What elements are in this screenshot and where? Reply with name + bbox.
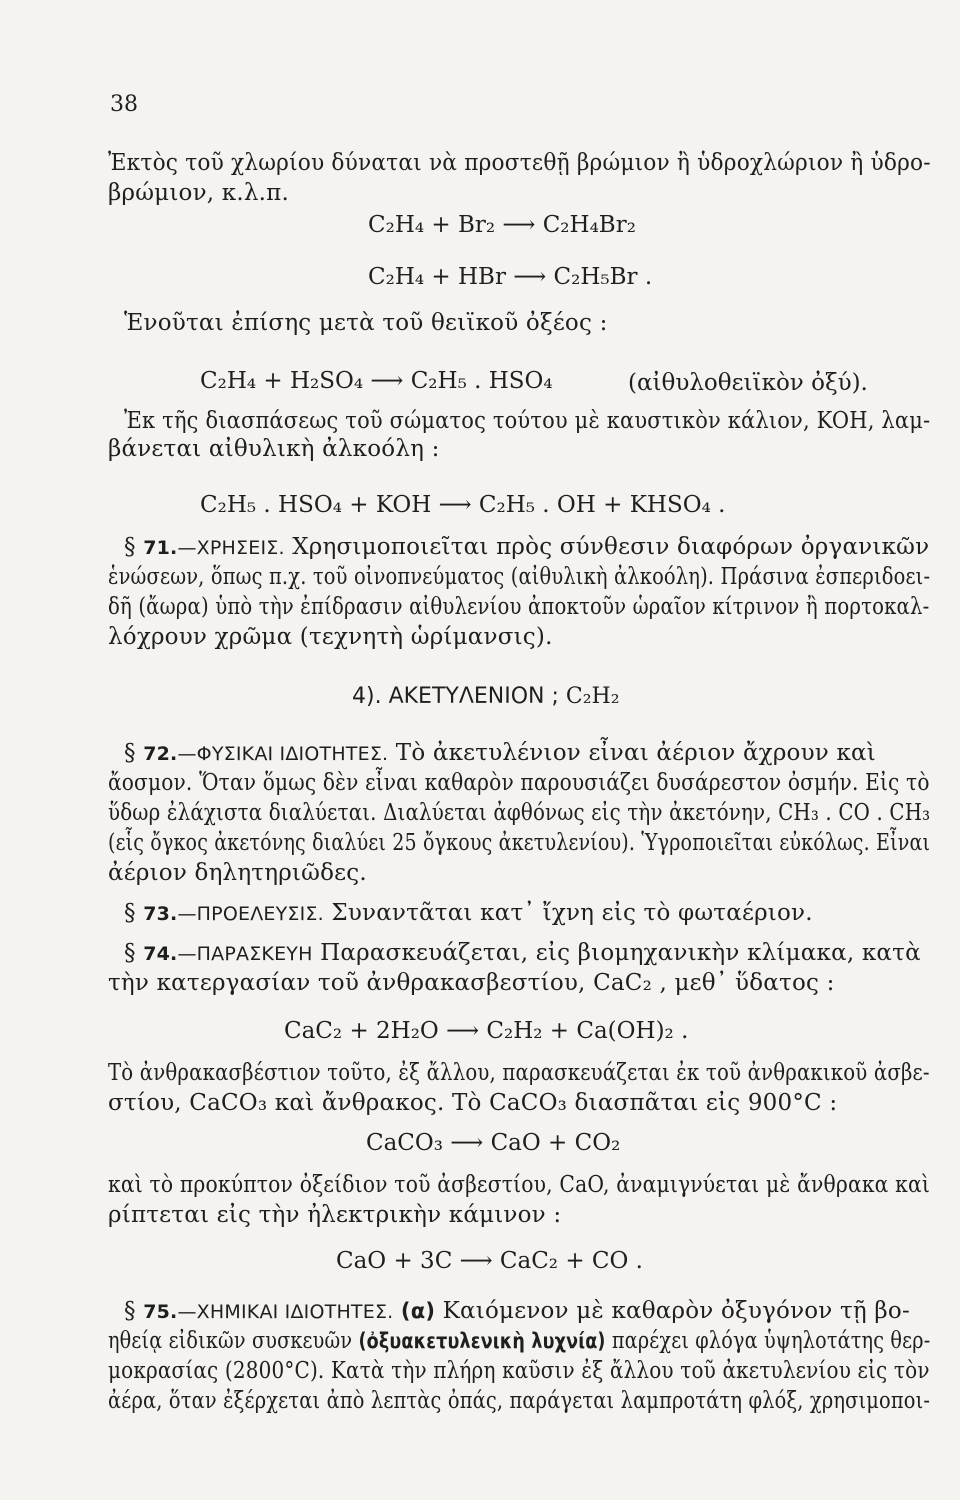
equation-calcination: CaCO₃ ⟶ CaO + CO₂ (366, 1130, 621, 1156)
decomposition-line-2: βάνεται αἰθυλικὴ ἀλκοόλη : (108, 436, 440, 462)
equation-left: C₂H₄ + Br₂ ⟶ (368, 212, 543, 238)
section-sign: § (124, 534, 136, 560)
section-75-line-2 (108, 1328, 930, 1354)
oxide-line-2: ρίπτεται εἰς τὴν ἠλεκτρικὴν κάμινον : (108, 1202, 562, 1228)
section-title: —ΠΡΟΕΛΕΥΣΙΣ. (177, 903, 324, 925)
section-sign: § (124, 900, 136, 926)
section-74-line-2: τὴν κατεργασίαν τοῦ ἀνθρακασβεστίου, CaC₂ , μεθ᾽ ὕδατος : (108, 970, 835, 996)
equation-ethanol: C₂H₅ . HSO₄ + KOH ⟶ C₂H₅ . OH + KHSO₄ . (200, 492, 726, 518)
section-72-line-1 (124, 740, 876, 766)
equation-left: C₂H₄ + HBr ⟶ (368, 264, 554, 290)
equation-ethyl-sulfuric (200, 368, 553, 394)
intro-line-2: βρώμιον, κ.λ.π. (108, 180, 289, 206)
equation-ethylene-hbr (368, 264, 652, 290)
section-sign: § (124, 1298, 136, 1324)
section-71-line-1 (124, 534, 929, 560)
equation-formula: C₂H₄ + H₂SO₄ ⟶ C₂H₅ . HSO₄ (200, 368, 553, 394)
section-text: ηθείᾳ εἰδικῶν συσκευῶν (108, 1328, 353, 1354)
section-75-line-4: ἀέρα, ὅταν ἐξέρχεται ἀπὸ λεπτὰς ὀπάς, παράγεται λαμπροτάτη φλόξ, χρησιμοποι- (108, 1388, 931, 1414)
section-71-line-4: λόχρουν χρῶμα (τεχνητὴ ὡρίμανσις). (108, 624, 553, 650)
section-text: παρέχει φλόγα ὑψηλοτάτης θερ- (611, 1328, 931, 1354)
section-title: —ΧΗΜΙΚΑΙ ΙΔΙΟΤΗΤΕΣ. (177, 1301, 394, 1323)
acetylene-heading (352, 684, 620, 709)
section-75-line-3: μοκρασίας (2800°C). Κατὰ τὴν πλήρη καῦσιν ἐξ ἄλλου τοῦ ἀκετυλενίου εἰς τὸν (108, 1358, 930, 1384)
section-72-line-4: (εἷς ὄγκος ἀκετόνης διαλύει 25 ὄγκους ἀκετυλενίου). Ὑγροποιεῖται εὐκόλως. Εἶναι (108, 830, 931, 856)
sulfuric-acid-intro: Ἑνοῦται ἐπίσης μετὰ τοῦ θειϊκοῦ ὀξέος : (124, 310, 608, 336)
decomposition-line-1: Ἐκ τῆς διασπάσεως τοῦ σώματος τούτου μὲ καυστικὸν κάλιον, KOH, λαμ- (124, 408, 931, 434)
equation-furnace: CaO + 3C ⟶ CaC₂ + CO . (336, 1248, 643, 1274)
section-sign: § (124, 740, 136, 766)
section-74-line-1 (124, 940, 921, 966)
equation-carbide-water: CaC₂ + 2H₂O ⟶ C₂H₂ + Ca(OH)₂ . (284, 1018, 689, 1044)
section-72-line-3: ὕδωρ ἐλάχιστα διαλύεται. Διαλύεται ἀφθόνως εἰς τὴν ἀκετόνην, CH₃ . CO . CH₃ (108, 800, 931, 826)
section-71-line-2: ἑνώσεων, ὅπως π.χ. τοῦ οἰνοπνεύματος (αἰθυλικὴ ἀλκοόλη). Πράσινα ἐσπεριδοει- (108, 564, 931, 590)
section-73-line (124, 900, 813, 926)
section-75-line-1 (124, 1298, 910, 1324)
heading-text: 4). ΑΚΕΤΥΛΕΝΙΟΝ ; (352, 684, 559, 709)
label-a: (α) (400, 1299, 436, 1323)
section-text: Χρησιμοποιεῖται πρὸς σύνθεσιν διαφόρων ὀργανικῶν (292, 534, 930, 560)
section-number: 75. (143, 1301, 178, 1323)
carbide-line-1: Τὸ ἀνθρακασβέστιον τοῦτο, ἐξ ἄλλου, παρασκευάζεται ἐκ τοῦ ἀνθρακικοῦ ἀσβε- (108, 1060, 930, 1086)
carbide-line-2: στίου, CaCO₃ καὶ ἄνθρακος. Τὸ CaCO₃ διασπᾶται εἰς 900°C : (108, 1090, 838, 1116)
section-number: 72. (143, 743, 178, 765)
section-number: 71. (143, 537, 178, 559)
heading-formula: C₂H₂ (565, 684, 620, 709)
equation-ethylene-bromine (368, 212, 636, 238)
section-71-line-3: δῆ (ἄωρα) ὑπὸ τὴν ἐπίδρασιν αἰθυλενίου ἀποκτοῦν ὡραῖον κίτρινον ἢ πορτοκαλ- (108, 594, 930, 620)
section-72-line-2: ἄοσμον. Ὅταν ὅμως δὲν εἶναι καθαρὸν παρουσιάζει δυσάρεστον ὀσμήν. Εἰς τὸ (108, 770, 930, 796)
section-text: Παρασκευάζεται, εἰς βιομηχανικὴν κλίμακα, κατὰ (320, 940, 921, 966)
section-text: Καιόμενον μὲ καθαρὸν ὀξυγόνον τῇ βο- (442, 1298, 910, 1324)
section-title: —ΠΑΡΑΣΚΕΥΗ (177, 943, 313, 965)
page-number: 38 (110, 92, 138, 117)
equation-right: C₂H₄Br₂ (542, 212, 636, 238)
torch-term: (ὀξυακετυλενικὴ λυχνία) (358, 1329, 606, 1353)
equation-note: (αἰθυλοθειϊκὸν ὀξύ). (628, 370, 868, 396)
section-text: Συναντᾶται κατ᾽ ἴχνη εἰς τὸ φωταέριον. (331, 900, 813, 926)
equation-right: C₂H₅Br . (553, 264, 653, 290)
section-title: —ΧΡΗΣΕΙΣ. (177, 537, 285, 559)
section-text: Τὸ ἀκετυλένιον εἶναι ἀέριον ἄχρουν καὶ (395, 740, 876, 766)
intro-line-1: Ἐκτὸς τοῦ χλωρίου δύναται νὰ προστεθῇ βρώμιον ἢ ὑδροχλώριον ἢ ὑδρο- (108, 150, 931, 176)
section-title: —ΦΥΣΙΚΑΙ ΙΔΙΟΤΗΤΕΣ. (177, 743, 389, 765)
section-sign: § (124, 940, 136, 966)
section-number: 73. (143, 903, 178, 925)
section-number: 74. (143, 943, 178, 965)
section-72-line-5: ἀέριον δηλητηριῶδες. (108, 860, 367, 886)
oxide-line-1: καὶ τὸ προκύπτον ὀξείδιον τοῦ ἀσβεστίου, CaO, ἀναμιγνύεται μὲ ἄνθρακα καὶ (108, 1172, 931, 1198)
